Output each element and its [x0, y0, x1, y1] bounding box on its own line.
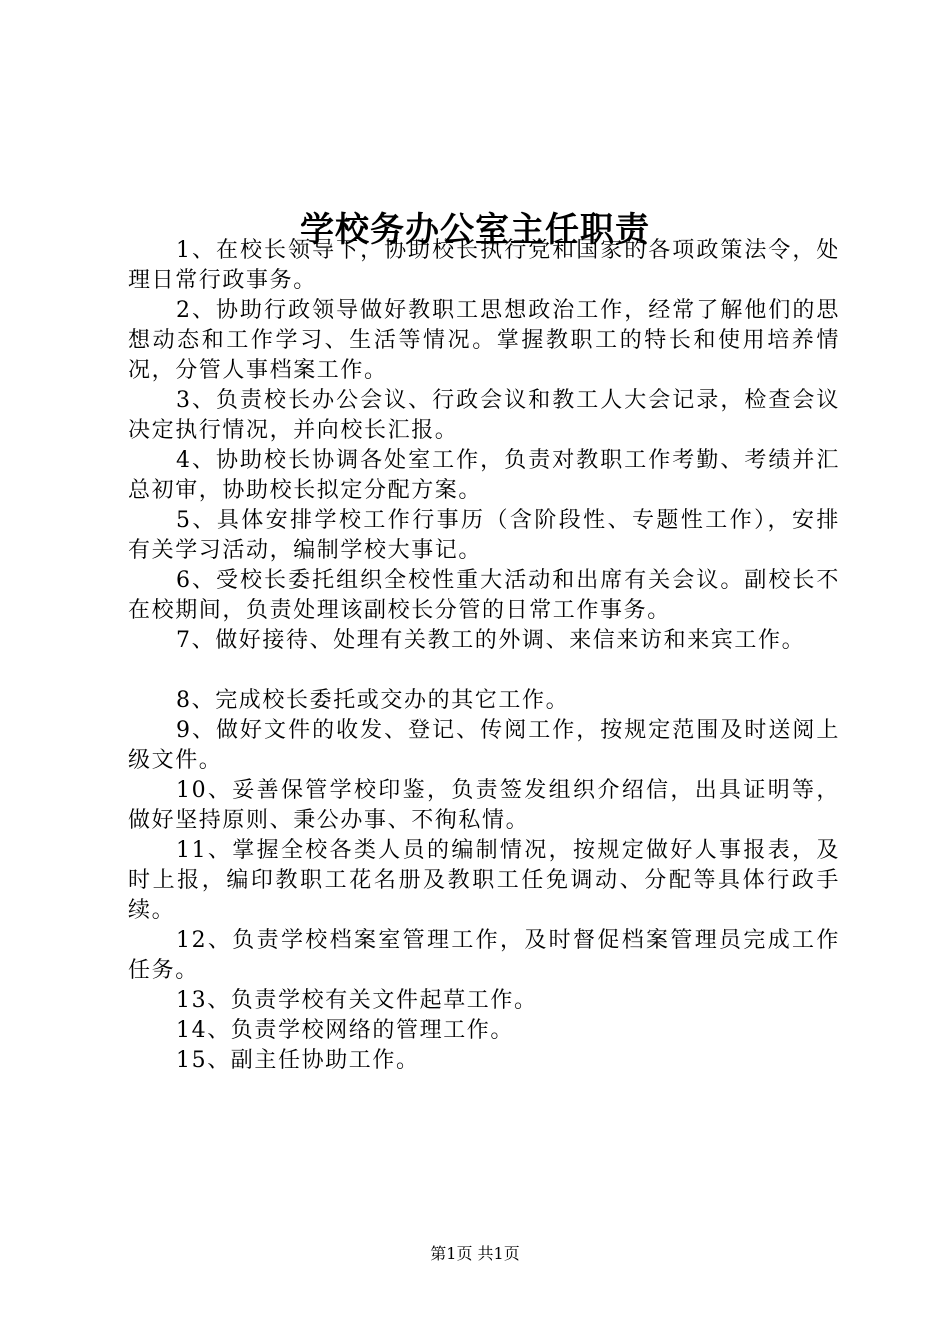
paragraph-14: 14、负责学校网络的管理工作。	[176, 1018, 514, 1043]
page-footer: 第1页 共1页	[430, 1244, 520, 1263]
page-title: 学校务办公室主任职责	[300, 209, 650, 250]
paragraph-8: 8、完成校长委托或交办的其它工作。	[176, 688, 570, 713]
paragraph-12: 12、负责学校档案室管理工作，及时督促档案管理员完成工作任务。	[128, 928, 840, 983]
paragraph-1: 1、在校长领导下，协助校长执行党和国家的各项政策法令，处理日常行政事务。	[128, 238, 840, 293]
paragraph-13: 13、负责学校有关文件起草工作。	[176, 988, 538, 1013]
paragraph-5: 5、具体安排学校工作行事历（含阶段性、专题性工作），安排有关学习活动，编制学校大事记。	[128, 508, 840, 563]
paragraph-3: 3、负责校长办公会议、行政会议和教工人大会记录，检查会议决定执行情况，并向校长汇报。	[128, 388, 840, 443]
paragraph-15: 15、副主任协助工作。	[176, 1048, 420, 1073]
paragraph-9: 9、做好文件的收发、登记、传阅工作，按规定范围及时送阅上级文件。	[128, 718, 840, 773]
paragraph-10: 10、妥善保管学校印鉴，负责签发组织介绍信，出具证明等，做好坚持原则、秉公办事、不徇私情。	[128, 778, 840, 833]
paragraph-4: 4、协助校长协调各处室工作，负责对教职工作考勤、考绩并汇总初审，协助校长拟定分配方案。	[128, 448, 840, 503]
paragraph-11: 11、掌握全校各类人员的编制情况，按规定做好人事报表，及时上报，编印教职工花名册及教职工任免调动、分配等具体行政手续。	[128, 838, 840, 923]
paragraph-7: 7、做好接待、处理有关教工的外调、来信来访和来宾工作。	[176, 628, 806, 653]
document-body	[128, 236, 840, 1076]
paragraph-2: 2、协助行政领导做好教职工思想政治工作，经常了解他们的思想动态和工作学习、生活等情况。掌握教职工的特长和使用培养情况，分管人事档案工作。	[128, 298, 840, 383]
paragraph-6: 6、受校长委托组织全校性重大活动和出席有关会议。副校长不在校期间，负责处理该副校长分管的日常工作事务。	[128, 568, 840, 623]
